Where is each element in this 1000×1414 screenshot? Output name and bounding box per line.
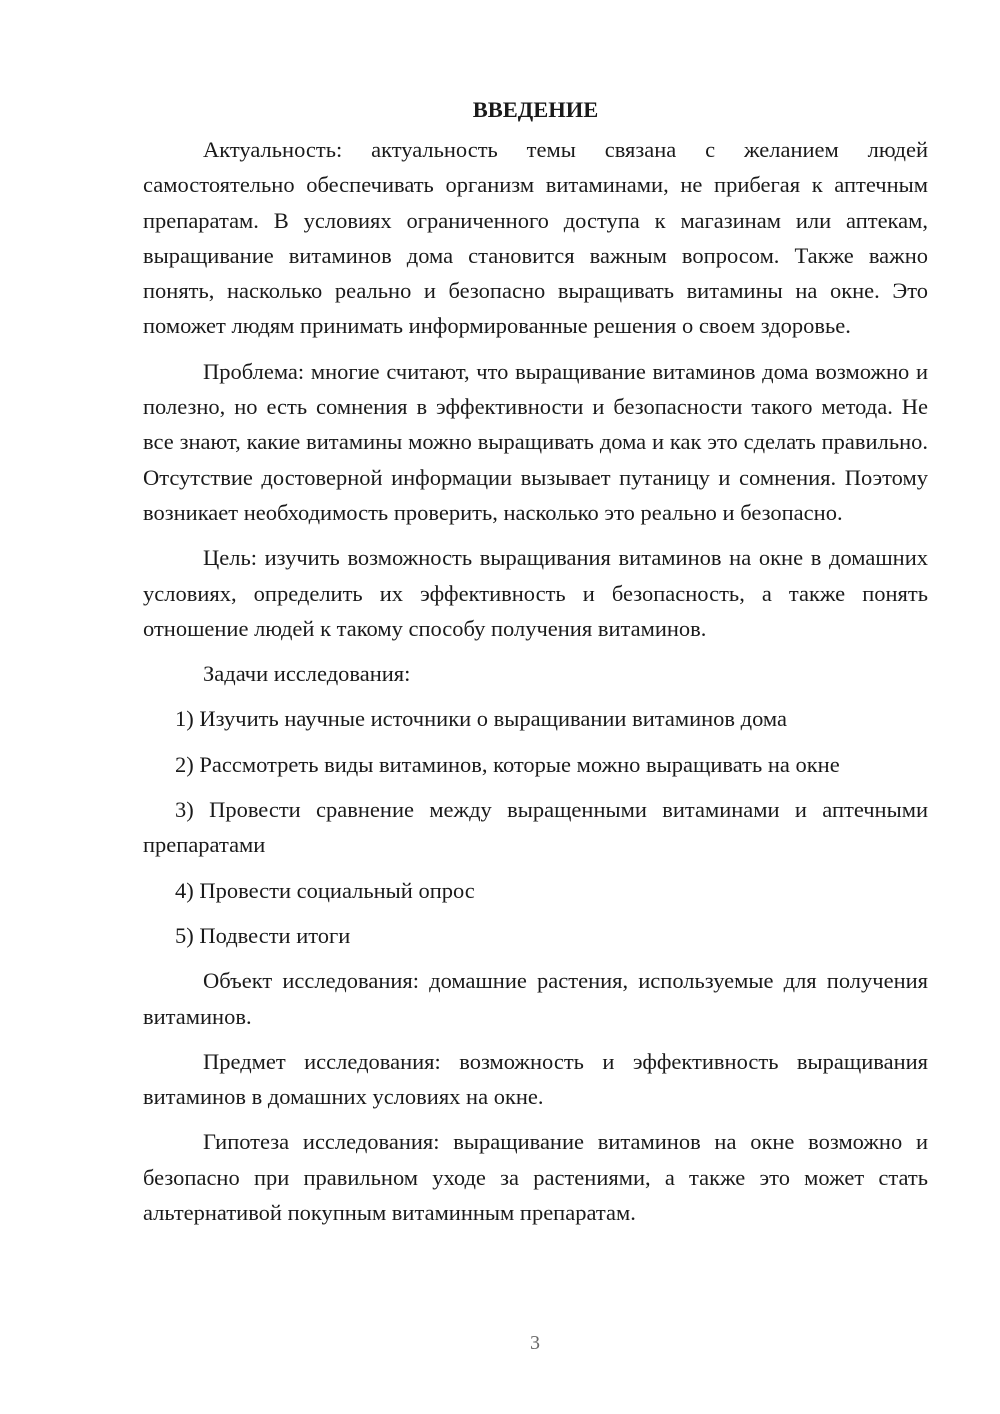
tasks-heading: Задачи исследования: [203,661,411,687]
paragraph-goal: Цель: изучить возможность выращивания витаминов на окне в домашних условиях, определить их эффективность и безопасность, а также понять отношение людей к такому способу получения витаминов. [143,545,928,641]
page-title: ВВЕДЕНИЕ [472,97,599,122]
page-number: 3 [530,1332,540,1354]
list-item: 5) Подвести итоги [175,922,351,948]
paragraph-relevance: Актуальность: актуальность темы связана с желанием людей самостоятельно обеспечивать организм витаминами, не прибегая к аптечным препаратам. В условиях ограниченного доступа к магазинам или аптекам, выращивание витаминов дома становится важным вопросом. Также важно понять, насколько реально и безопасно выращивать витамины на окне. Это поможет людям принимать информированные решения о своем здоровье. [143,137,928,339]
paragraph-object: Объект исследования: домашние растения, используемые для получения витаминов. [143,968,928,1029]
list-item: 4) Провести социальный опрос [175,877,475,903]
list-item: 1) Изучить научные источники о выращивании витаминов дома [175,706,788,732]
paragraph-subject: Предмет исследования: возможность и эффективность выращивания витаминов в домашних условиях на окне. [143,1048,928,1110]
list-item: 2) Рассмотреть виды витаминов, которые можно выращивать на окне [175,751,840,777]
list-item: 3) Провести сравнение между выращенными витаминами и аптечными препаратами [143,797,928,858]
paragraph-hypothesis: Гипотеза исследования: выращивание витаминов на окне возможно и безопасно при правильном уходе за растениями, а также это может стать альтернативой покупным витаминным препаратам. [143,1129,928,1226]
page-content [143,92,928,1240]
paragraph-problem: Проблема: многие считают, что выращивание витаминов дома возможно и полезно, но есть сомнения в эффективности и безопасности такого метода. Не все знают, какие витамины можно выращивать дома и как это сделать правильно. Отсутствие достоверной информации вызывает путаницу и сомнения. Поэтому возникает необходимость проверить, насколько это реально и безопасно. [143,358,928,525]
